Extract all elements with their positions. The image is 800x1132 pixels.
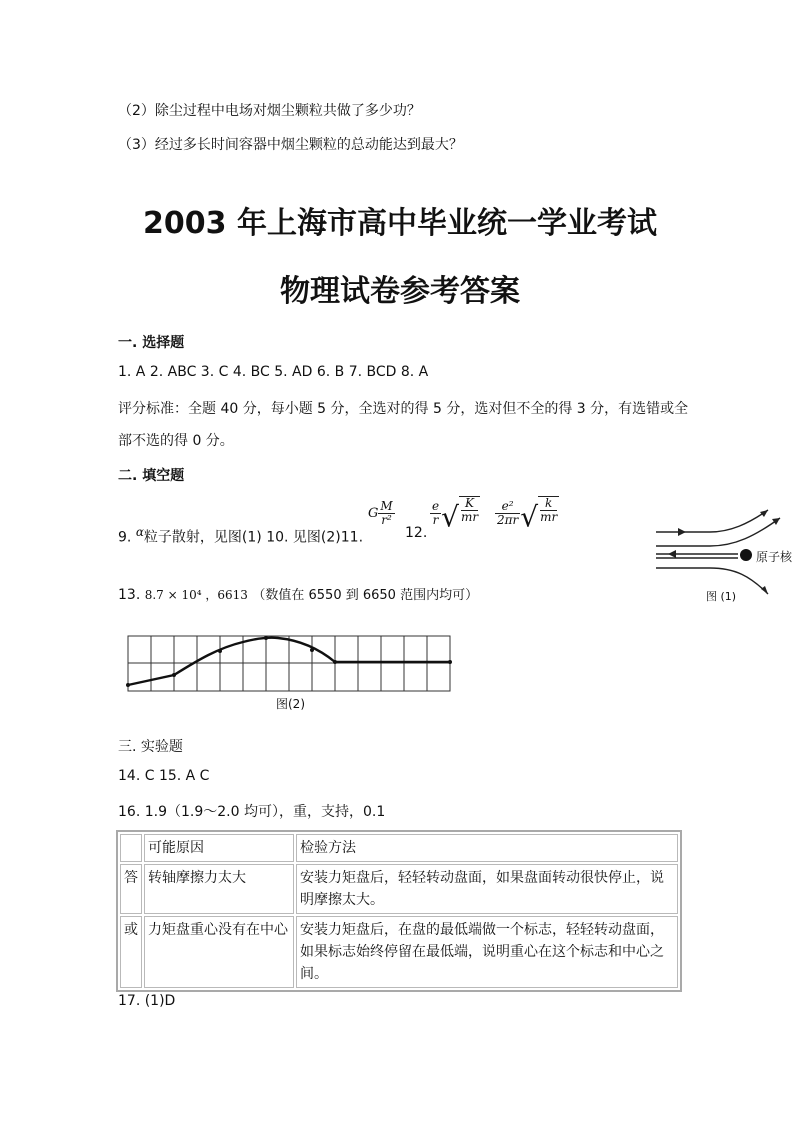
- table-row: [120, 864, 678, 914]
- answer-17: 17. (1)D: [118, 993, 176, 1009]
- question-13-line: 13. 8.7 × 10⁴ ，6613 （数值在 6550 到 6650 范围内均可）: [118, 587, 479, 603]
- sqrt-k-over-mr: √ $\frac{k}{mr}$: [520, 496, 558, 534]
- curve-point: [448, 660, 452, 664]
- fraction-e-over-r: $\frac{e}{r}$: [432, 499, 440, 528]
- section-heading-fill: 二. 填空题: [118, 468, 185, 484]
- arrow-head-icon: [772, 518, 780, 525]
- figure-2-caption: 图(2): [276, 697, 305, 711]
- q13-value: 8.7 × 10⁴ ，6613: [144, 588, 248, 602]
- question-2: （2）除尘过程中电场对烟尘颗粒共做了多少功？: [118, 103, 421, 119]
- curve-point: [126, 683, 130, 687]
- scoring-standard-line1: 评分标准：全题 40 分，每小题 5 分，全选对的得 5 分，选对但不全的得 3 分，有选错或全: [118, 401, 689, 417]
- table-header-cell: 检验方法: [296, 834, 678, 862]
- table-cell: 或: [120, 916, 142, 988]
- table-row: [120, 916, 678, 988]
- table-cell: 答: [120, 864, 142, 914]
- page-subtitle: 物理试卷参考答案: [280, 274, 520, 309]
- figure-1-scattering: [650, 500, 800, 610]
- table-header-row: [120, 834, 678, 862]
- q12-label: 12.: [405, 525, 428, 541]
- nucleus-dot-icon: [740, 549, 752, 561]
- section-heading-choice: 一. 选择题: [118, 335, 185, 351]
- curve-point: [172, 673, 176, 677]
- scoring-standard-line2: 部不选的得 0 分。: [118, 433, 234, 449]
- trajectory-upper: [656, 510, 768, 532]
- sqrt-K-over-mr: √ $\frac{K}{mr}$: [441, 496, 479, 534]
- arrow-head-icon: [678, 528, 686, 536]
- question-3: （3）经过多长时间容器中烟尘颗粒的总动能达到最大？: [118, 137, 463, 153]
- q9-text: 粒子散射，见图(1) 10. 见图(2)11.: [143, 529, 364, 546]
- fraction-M-over-r2: $\frac{M}{\text{r²}}$: [380, 499, 393, 527]
- question-9-line: [118, 525, 363, 547]
- answers-14-15: 14. C 15. A C: [118, 768, 210, 784]
- q13-note: （数值在 6550 到 6650 范围内均可）: [252, 588, 479, 603]
- curve-point: [264, 636, 268, 640]
- page-title: 2003 年上海市高中毕业统一学业考试: [143, 206, 657, 241]
- fraction-e2-over-2pir: $\frac{\text{e²}}{2\pi r}$: [496, 499, 519, 528]
- arrow-head-icon: [760, 510, 768, 517]
- answer-table: [116, 830, 682, 992]
- section-heading-experiment: 三. 实验题: [118, 739, 183, 755]
- table-cell: 力矩盘重心没有在中心: [144, 916, 294, 988]
- curve-point: [310, 648, 314, 652]
- curve-point: [218, 649, 222, 653]
- figure-2-graph: [118, 630, 463, 715]
- table-cell: 安装力矩盘后，在盘的最低端做一个标志，轻轻转动盘面，如果标志始终停留在最低端，说明重心在这个标志和中心之间。: [296, 916, 678, 988]
- arrow-head-icon: [761, 586, 768, 594]
- curve-point: [333, 660, 337, 664]
- table-cell: 安装力矩盘后，轻轻转动盘面，如果盘面转动很快停止，说明摩擦太大。: [296, 864, 678, 914]
- nucleus-label: 原子核: [756, 550, 793, 564]
- alpha-symbol: α: [135, 525, 144, 539]
- table-cell: 转轴摩擦力太大: [144, 864, 294, 914]
- figure-1-caption: 图 (1): [706, 590, 737, 603]
- choice-answers: 1. A 2. ABC 3. C 4. BC 5. AD 6. B 7. BCD 8. A: [118, 364, 429, 380]
- table-header-cell: 可能原因: [144, 834, 294, 862]
- answer-16: 16. 1.9（1.9～2.0 均可），重，支持，0.1: [118, 804, 386, 820]
- formula-11: G $\frac{M}{\text{r²}}$: [368, 499, 393, 527]
- formula-12: [430, 496, 559, 532]
- q9-number: 9.: [118, 529, 132, 546]
- arrow-head-icon: [668, 550, 676, 558]
- table-header-cell: [120, 834, 142, 862]
